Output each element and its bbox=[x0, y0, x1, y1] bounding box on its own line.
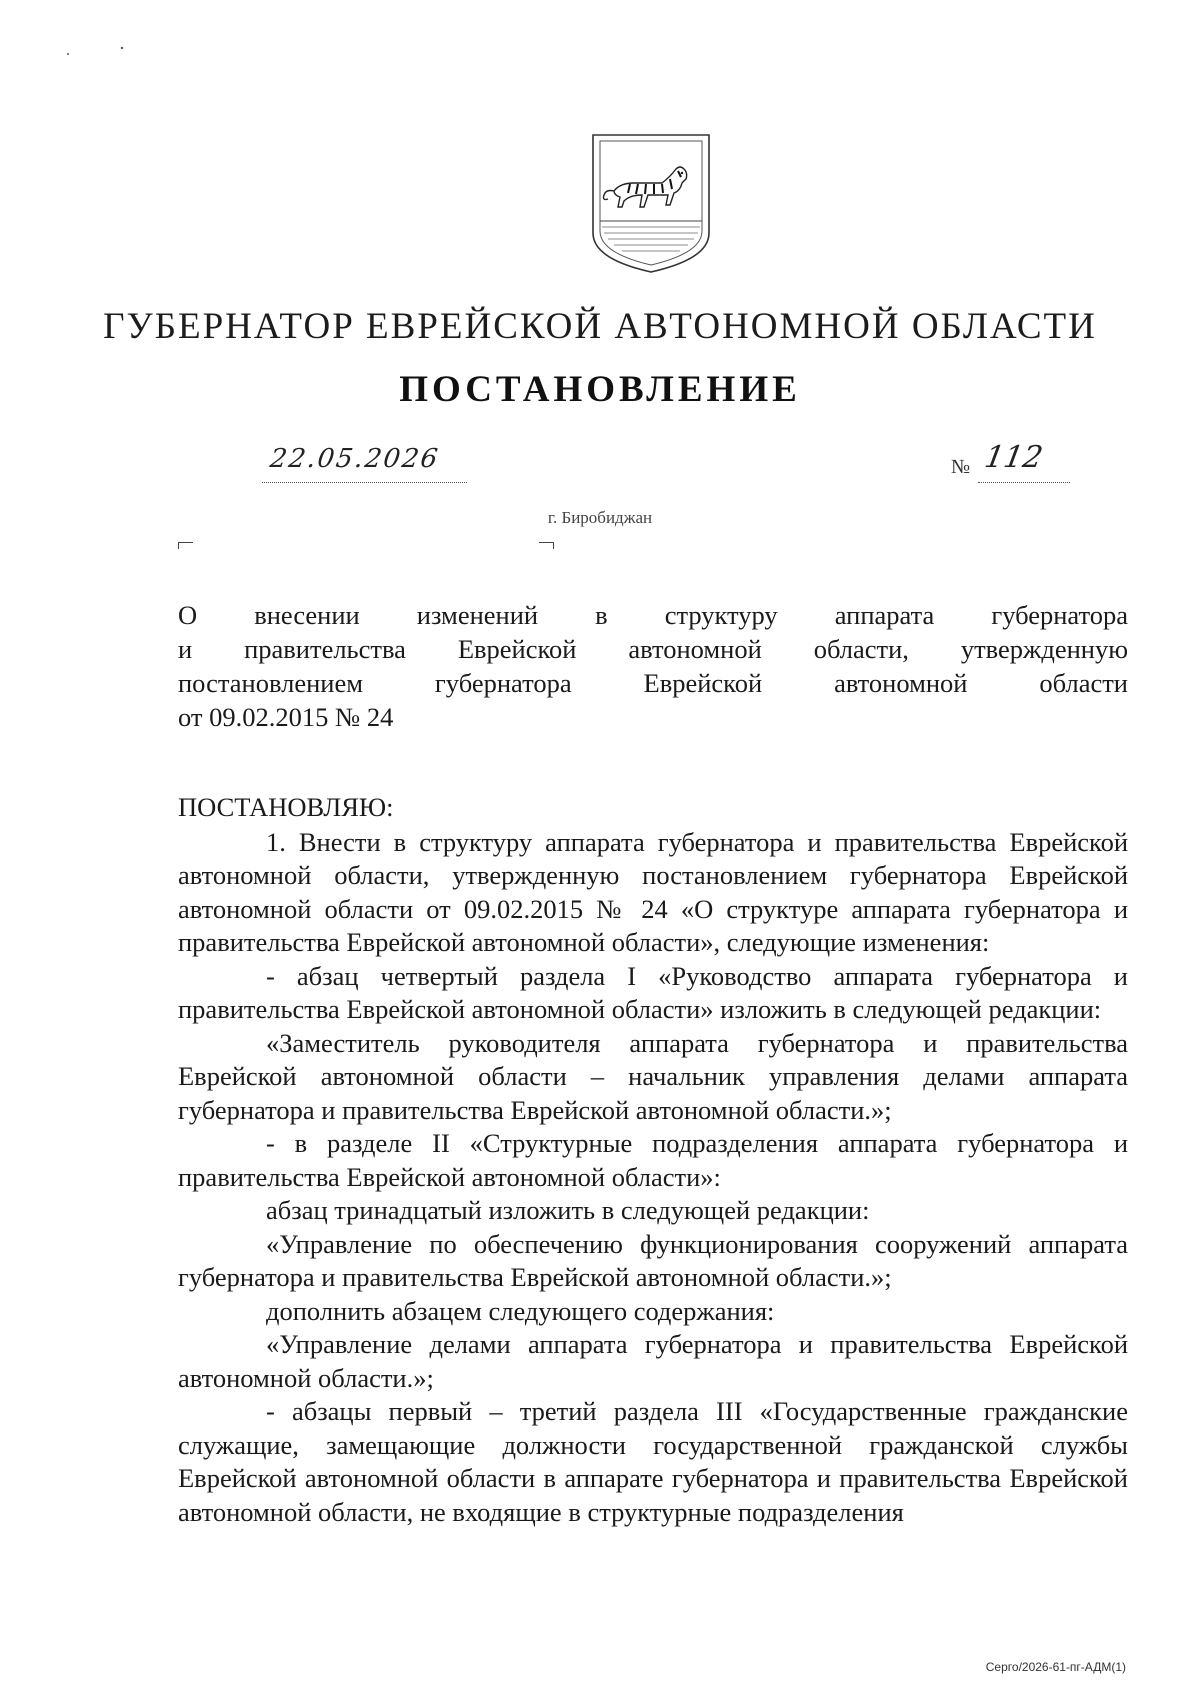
subject-line: от 09.02.2015 № 24 bbox=[178, 702, 394, 732]
subject-corner-mark-right bbox=[539, 542, 554, 549]
scan-specks bbox=[60, 40, 140, 60]
number-label: № bbox=[951, 456, 971, 478]
decree-heading: ПОСТАНОВЛЯЮ: bbox=[178, 792, 394, 822]
document-type: ПОСТАНОВЛЕНИЕ bbox=[399, 369, 801, 410]
body-paragraph: «Управление по обеспечению функционирования сооружений аппарата губернатора и правительства Еврейской автономной области.»; bbox=[178, 1228, 1128, 1292]
body-paragraph: дополнить абзацем следующего содержания: bbox=[266, 1295, 775, 1326]
subject-line: и правительства Еврейской автономной области, утвержденную bbox=[178, 634, 1128, 664]
document-subject bbox=[178, 598, 1128, 734]
body-paragraph: 1. Внести в структуру аппарата губернатора и правительства Еврейской автономной области, утвержденную постановлением губернатора Еврейской автономной области от 09.02.2015 № 24 «О структуре аппарата губернатора и правительства Еврейской автономной области», следующие изменения: bbox=[178, 826, 1128, 957]
coat-of-arms-tiger-icon bbox=[590, 133, 712, 273]
handwritten-number: 112 bbox=[981, 440, 1046, 475]
body-paragraph: - абзацы первый – третий раздела III «Государственные гражданские служащие, замещающие должности государственной гражданской службы Еврейской автономной области в аппарате губернатора и правительства Еврейской автономной области, не входящие в структурные подразделения bbox=[178, 1396, 1128, 1527]
body-paragraph: - абзац четвертый раздела I «Руководство аппарата губернатора и правительства Еврейской автономной области» изложить в следующей редакции: bbox=[178, 960, 1128, 1024]
city: г. Биробиджан bbox=[547, 508, 653, 527]
body-paragraph: «Управление делами аппарата губернатора и правительства Еврейской автономной области.»; bbox=[178, 1329, 1128, 1393]
subject-line: О внесении изменений в структуру аппарата губернатора bbox=[178, 600, 1128, 630]
document-body bbox=[178, 791, 1128, 1529]
body-paragraph: абзац тринадцатый изложить в следующей редакции: bbox=[266, 1195, 870, 1225]
document-code: Серго/2026-61-пг-АДМ(1) bbox=[985, 1660, 1126, 1674]
number-underline bbox=[978, 482, 1070, 483]
subject-corner-mark-left bbox=[178, 542, 193, 549]
handwritten-date: 22.05.2026 bbox=[268, 444, 442, 474]
org-title: ГУБЕРНАТОР ЕВРЕЙСКОЙ АВТОНОМНОЙ ОБЛАСТИ bbox=[103, 306, 1097, 347]
body-paragraph: «Заместитель руководителя аппарата губернатора и правительства Еврейской автономной области – начальник управления делами аппарата губернатора и правительства Еврейской автономной области.»; bbox=[178, 1027, 1128, 1125]
body-paragraph: - в разделе II «Структурные подразделения аппарата губернатора и правительства Еврейской автономной области»: bbox=[178, 1128, 1128, 1192]
date-underline bbox=[262, 482, 467, 483]
subject-line: постановлением губернатора Еврейской автономной области bbox=[178, 668, 1128, 698]
